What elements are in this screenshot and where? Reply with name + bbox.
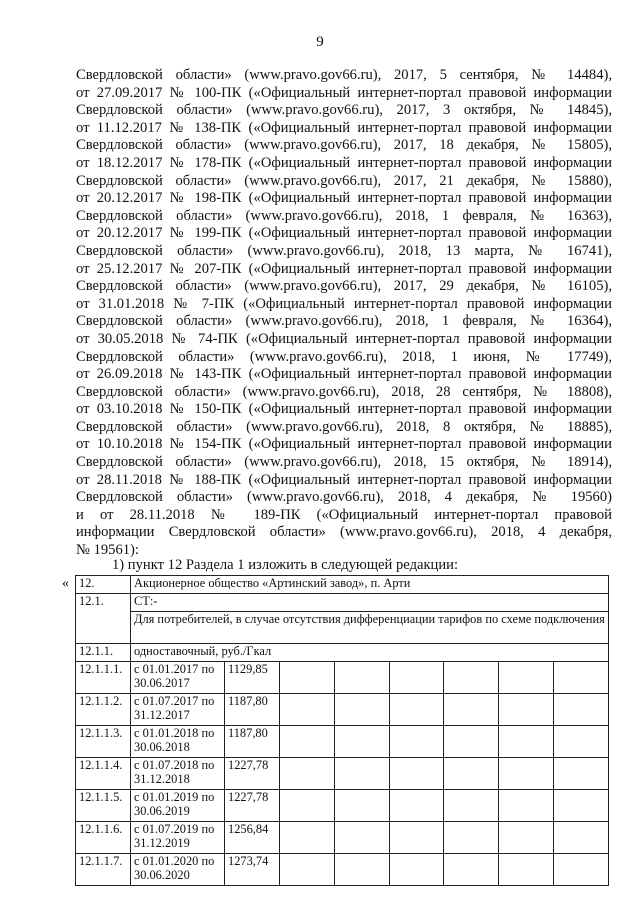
text-line: от 10.10.2018 № 154-ПК («Официальный интернет-портал правовой информации: [76, 436, 612, 453]
system-name-cell: СТ:-: [131, 594, 609, 612]
empty-cell: [554, 854, 609, 886]
text-line: Свердловской области» (www.pravo.gov66.ru), 2017, 3 октября, № 14845),: [76, 102, 612, 119]
text-line: Свердловской области» (www.pravo.gov66.ru), 2018, 28 сентября, № 18808),: [76, 383, 612, 400]
row-period-cell: с 01.07.2017 по 31.12.2017: [131, 694, 225, 726]
empty-cell: [389, 662, 444, 694]
row-period-cell: с 01.01.2017 по 30.06.2017: [131, 662, 225, 694]
empty-cell: [499, 662, 554, 694]
row-period-cell: с 01.01.2018 по 30.06.2018: [131, 726, 225, 758]
text-line: от 28.11.2018 № 188-ПК («Официальный интернет-портал правовой информации: [76, 471, 612, 488]
text-line: Свердловской области» (www.pravo.gov66.ru), 2018, 15 октября, № 18914),: [76, 454, 612, 471]
empty-cell: [499, 758, 554, 790]
empty-cell: [444, 694, 499, 726]
row-code-cell: 12.1.1.5.: [76, 790, 131, 822]
empty-cell: [389, 854, 444, 886]
resolution-amendments-text: [76, 67, 612, 560]
table-row: [76, 662, 609, 694]
row-period-cell: с 01.07.2018 по 31.12.2018: [131, 758, 225, 790]
empty-cell: [499, 854, 554, 886]
system-code-cell: 12.1.: [76, 594, 131, 644]
text-line: от 30.05.2018 № 74-ПК («Официальный интернет-портал правовой информации: [76, 330, 612, 347]
row-code-cell: 12.1.1.4.: [76, 758, 131, 790]
empty-cell: [444, 790, 499, 822]
empty-cell: [280, 758, 335, 790]
row-value-cell: 1187,80: [225, 726, 280, 758]
empty-cell: [554, 790, 609, 822]
empty-cell: [444, 822, 499, 854]
text-line: информации Свердловской области» (www.pravo.gov66.ru), 2018, 4 декабря,: [76, 524, 612, 541]
amendment-item-text: 1) пункт 12 Раздела 1 изложить в следующей редакции:: [112, 557, 459, 573]
table-row-organization: [76, 576, 609, 594]
empty-cell: [554, 694, 609, 726]
text-line: от 20.12.2017 № 199-ПК («Официальный интернет-портал правовой информации: [76, 225, 612, 242]
rate-code-cell: 12.1.1.: [76, 644, 131, 662]
text-line: Свердловской области» (www.pravo.gov66.ru), 2018, 1 февраля, № 16363),: [76, 207, 612, 224]
empty-cell: [334, 662, 389, 694]
empty-cell: [280, 822, 335, 854]
empty-cell: [444, 662, 499, 694]
row-code-cell: 12.1.1.7.: [76, 854, 131, 886]
empty-cell: [499, 790, 554, 822]
text-line: от 18.12.2017 № 178-ПК («Официальный интернет-портал правовой информации: [76, 154, 612, 171]
empty-cell: [554, 822, 609, 854]
empty-cell: [389, 758, 444, 790]
text-line: от 27.09.2017 № 100-ПК («Официальный интернет-портал правовой информации: [76, 84, 612, 101]
empty-cell: [444, 726, 499, 758]
text-line: Свердловской области» (www.pravo.gov66.ru), 2017, 29 декабря, № 16105),: [76, 278, 612, 295]
row-value-cell: 1227,78: [225, 790, 280, 822]
empty-cell: [389, 694, 444, 726]
text-line: Свердловской области» (www.pravo.gov66.ru), 2018, 1 июня, № 17749),: [76, 348, 612, 365]
text-line: Свердловской области» (www.pravo.gov66.ru), 2018, 4 декабря, № 19560): [76, 489, 612, 506]
empty-cell: [334, 822, 389, 854]
table-row-system: [76, 594, 609, 612]
empty-cell: [499, 822, 554, 854]
text-line: Свердловской области» (www.pravo.gov66.ru), 2017, 18 декабря, № 15805),: [76, 137, 612, 154]
consumers-note-cell: Для потребителей, в случае отсутствия дифференциации тарифов по схеме подключения: [131, 612, 609, 644]
empty-cell: [280, 790, 335, 822]
empty-cell: [444, 758, 499, 790]
org-name-cell: Акционерное общество «Артинский завод», п. Арти: [131, 576, 609, 594]
table-row: [76, 726, 609, 758]
empty-cell: [554, 758, 609, 790]
empty-cell: [444, 854, 499, 886]
empty-cell: [389, 822, 444, 854]
row-code-cell: 12.1.1.3.: [76, 726, 131, 758]
empty-cell: [389, 790, 444, 822]
empty-cell: [334, 790, 389, 822]
text-line: № 19561):: [76, 542, 139, 559]
text-line: от 20.12.2017 № 198-ПК («Официальный интернет-портал правовой информации: [76, 190, 612, 207]
text-line: от 26.09.2018 № 143-ПК («Официальный интернет-портал правовой информации: [76, 366, 612, 383]
empty-cell: [334, 726, 389, 758]
row-period-cell: с 01.01.2019 по 30.06.2019: [131, 790, 225, 822]
row-code-cell: 12.1.1.6.: [76, 822, 131, 854]
empty-cell: [334, 854, 389, 886]
text-line: Свердловской области» (www.pravo.gov66.ru), 2018, 13 марта, № 16741),: [76, 242, 612, 259]
page-number: 9: [316, 34, 324, 50]
empty-cell: [389, 726, 444, 758]
row-value-cell: 1187,80: [225, 694, 280, 726]
text-line: Свердловской области» (www.pravo.gov66.ru), 2017, 5 сентября, № 14484),: [76, 67, 612, 83]
empty-cell: [334, 694, 389, 726]
row-value-cell: 1227,78: [225, 758, 280, 790]
empty-cell: [280, 694, 335, 726]
empty-cell: [554, 662, 609, 694]
empty-cell: [499, 726, 554, 758]
row-code-cell: 12.1.1.2.: [76, 694, 131, 726]
empty-cell: [334, 758, 389, 790]
text-line: от 03.10.2018 № 150-ПК («Официальный интернет-портал правовой информации: [76, 401, 612, 418]
empty-cell: [280, 854, 335, 886]
table-row: [76, 758, 609, 790]
row-value-cell: 1129,85: [225, 662, 280, 694]
empty-cell: [280, 662, 335, 694]
table-row: [76, 854, 609, 886]
table-row-consumers: [76, 612, 609, 644]
empty-cell: [554, 726, 609, 758]
text-line: и от 28.11.2018 № 189-ПК («Официальный интернет-портал правовой: [76, 506, 612, 523]
text-line: Свердловской области» (www.pravo.gov66.ru), 2018, 1 февраля, № 16364),: [76, 313, 612, 330]
row-value-cell: 1256,84: [225, 822, 280, 854]
empty-cell: [280, 726, 335, 758]
org-code-cell: 12.: [76, 576, 131, 594]
text-line: Свердловской области» (www.pravo.gov66.ru), 2018, 8 октября, № 18885),: [76, 418, 612, 435]
rate-name-cell: одноставочный, руб./Гкал: [131, 644, 609, 662]
text-line: от 31.01.2018 № 7-ПК («Официальный интернет-портал правовой информации: [76, 295, 612, 312]
empty-cell: [499, 694, 554, 726]
text-line: Свердловской области» (www.pravo.gov66.ru), 2017, 21 декабря, № 15880),: [76, 172, 612, 189]
opening-quote-mark: «: [62, 576, 69, 591]
row-period-cell: с 01.01.2020 по 30.06.2020: [131, 854, 225, 886]
table-row-rate-type: [76, 644, 609, 662]
row-code-cell: 12.1.1.1.: [76, 662, 131, 694]
row-period-cell: с 01.07.2019 по 31.12.2019: [131, 822, 225, 854]
table-row: [76, 822, 609, 854]
row-value-cell: 1273,74: [225, 854, 280, 886]
table-row: [76, 790, 609, 822]
tariff-table: [75, 575, 609, 886]
text-line: от 11.12.2017 № 138-ПК («Официальный интернет-портал правовой информации: [76, 119, 612, 136]
table-row: [76, 694, 609, 726]
text-line: от 25.12.2017 № 207-ПК («Официальный интернет-портал правовой информации: [76, 260, 612, 277]
